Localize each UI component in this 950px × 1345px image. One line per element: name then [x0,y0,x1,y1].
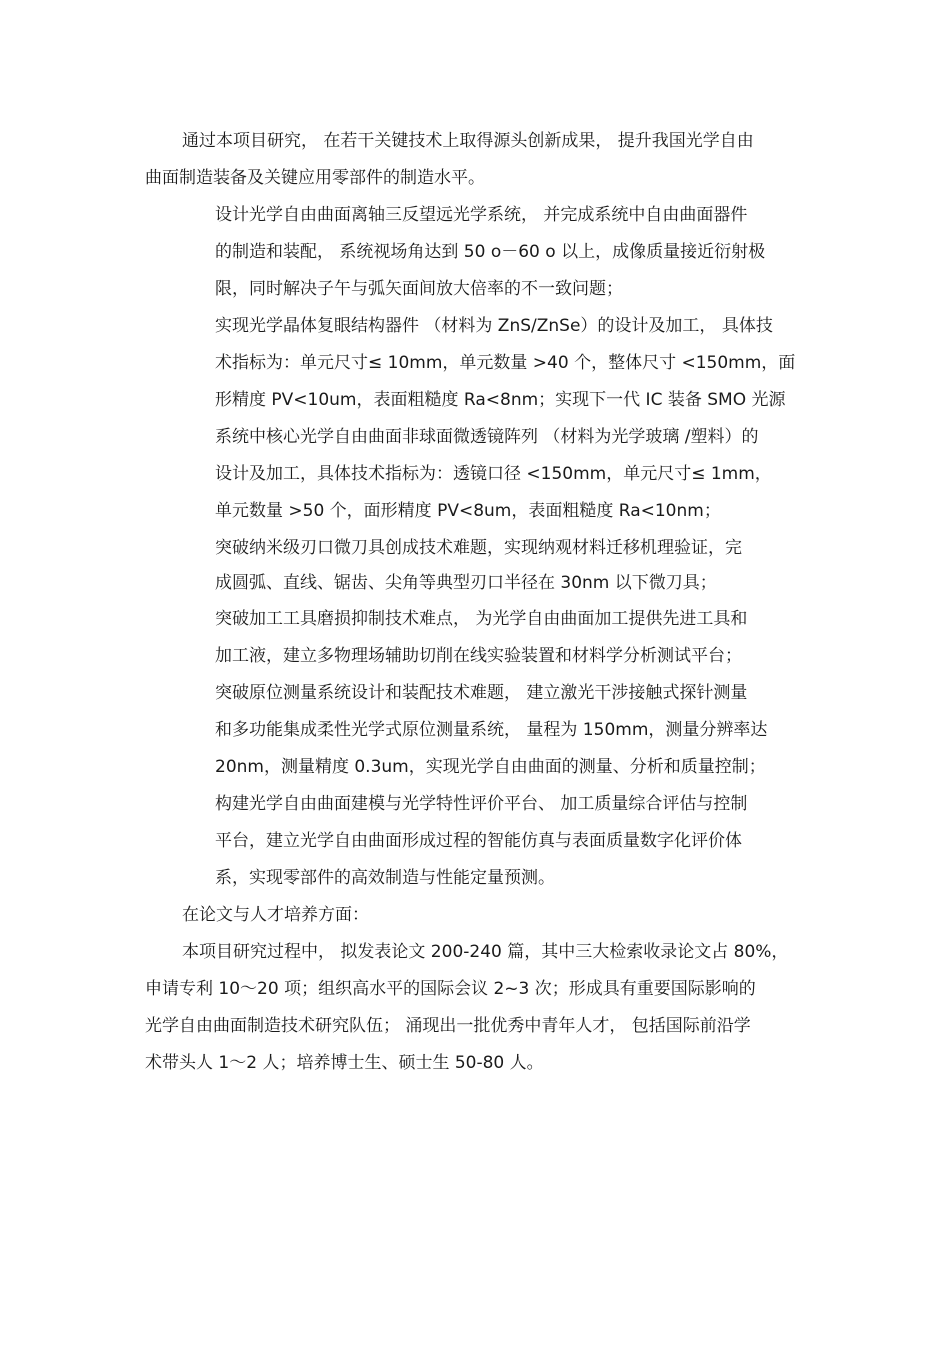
closing-line-4: 术带头人 1～2 人；培养博士生、硕士生 50-80 人。 [145,1053,544,1073]
item-6-line-2: 平台，建立光学自由曲面形成过程的智能仿真与表面质量数字化评价体 [215,831,742,851]
item-2-line-5: 设计及加工，具体技术指标为：透镜口径 <150mm，单元尺寸≤ 1mm， [215,464,772,484]
section-heading: 在论文与人才培养方面： [182,905,369,925]
item-4-line-1: 突破加工工具磨损抑制技术难点， 为光学自由曲面加工提供先进工具和 [215,609,748,629]
item-2-line-1: 实现光学晶体复眼结构器件 （材料为 ZnS/ZnSe）的设计及加工， 具体技 [215,316,773,336]
item-3-line-1: 突破纳米级刃口微刀具创成技术难题，实现纳观材料迁移机理验证，完 [215,538,742,558]
closing-line-3: 光学自由曲面制造技术研究队伍； 涌现出一批优秀中青年人才， 包括国际前沿学 [145,1016,751,1036]
item-2-line-6: 单元数量 >50 个，面形精度 PV<8um，表面粗糙度 Ra<10nm； [215,501,721,521]
item-6-line-3: 系，实现零部件的高效制造与性能定量预测。 [215,868,555,888]
closing-line-1: 本项目研究过程中， 拟发表论文 200-240 篇，其中三大检索收录论文占 80%， [182,942,789,962]
item-1-line-1: 设计光学自由曲面离轴三反望远光学系统， 并完成系统中自由曲面器件 [215,205,748,225]
item-5-line-2: 和多功能集成柔性光学式原位测量系统， 量程为 150mm，测量分辨率达 [215,720,768,740]
item-2-line-4: 系统中核心光学自由曲面非球面微透镜阵列 （材料为光学玻璃 /塑料）的 [215,427,759,447]
item-2-line-2: 术指标为：单元尺寸≤ 10mm，单元数量 >40 个，整体尺寸 <150mm，面 [215,353,796,373]
item-5-line-3: 20nm，测量精度 0.3um，实现光学自由曲面的测量、分析和质量控制； [215,757,766,777]
item-1-line-2: 的制造和装配， 系统视场角达到 50 o－60 o 以上，成像质量接近衍射极 [215,242,766,262]
intro-line-1: 通过本项目研究， 在若干关键技术上取得源头创新成果， 提升我国光学自由 [182,131,754,151]
item-2-line-3: 形精度 PV<10um，表面粗糙度 Ra<8nm；实现下一代 IC 装备 SMO 光源 [215,390,786,410]
item-4-line-2: 加工液，建立多物理场辅助切削在线实验装置和材料学分析测试平台； [215,646,742,666]
closing-line-2: 申请专利 10～20 项；组织高水平的国际会议 2~3 次；形成具有重要国际影响的 [145,979,756,999]
item-5-line-1: 突破原位测量系统设计和装配技术难题， 建立激光干涉接触式探针测量 [215,683,748,703]
item-6-line-1: 构建光学自由曲面建模与光学特性评价平台、 加工质量综合评估与控制 [215,794,748,814]
item-1-line-3: 限，同时解决子午与弧矢面间放大倍率的不一致问题； [215,279,623,299]
intro-line-2: 曲面制造装备及关键应用零部件的制造水平。 [145,168,485,188]
item-3-line-2: 成圆弧、直线、锯齿、尖角等典型刃口半径在 30nm 以下微刀具； [215,573,717,593]
